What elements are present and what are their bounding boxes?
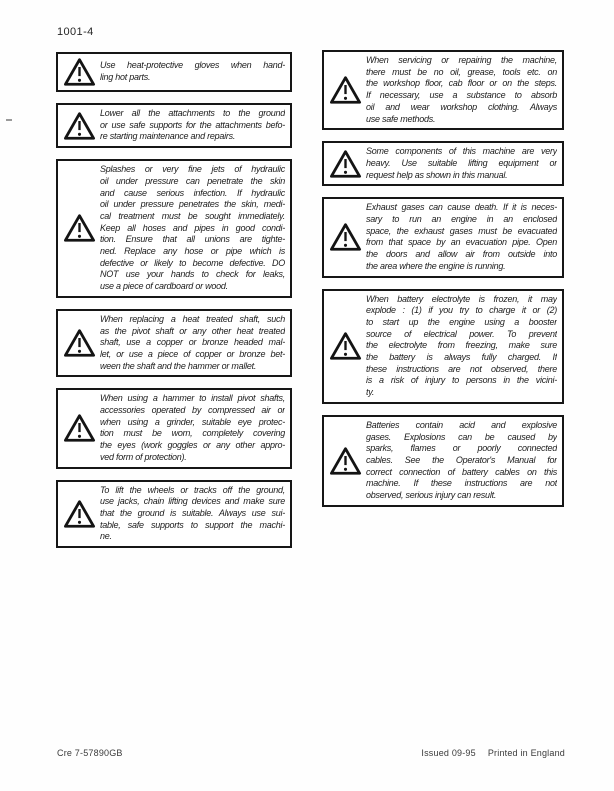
warning-icon-wrap: [58, 213, 100, 243]
warning-icon-wrap: [324, 331, 366, 361]
footer-printed: Printed in England: [487, 748, 565, 758]
warning-triangle-icon: [329, 75, 362, 105]
scan-mark-dash: [6, 119, 12, 121]
warning-icon-wrap: [58, 328, 100, 358]
warning-box-heat-gloves: [56, 52, 292, 92]
footer-document-code: Cre 7-57890GB: [57, 748, 123, 758]
warning-box-exhaust-gases: [322, 197, 564, 277]
warning-triangle-icon: [63, 328, 96, 358]
footer-imprint: [421, 748, 565, 758]
warning-triangle-icon: [63, 413, 96, 443]
warning-triangle-icon: [63, 57, 96, 87]
warning-text: When battery electrolyte is frozen, it may explode : (1) if you try to charge it or (2) to start up the engine using a booster source of electrical power. To prevent the electrolyte from freezing, make sure the battery is always fully charged. If these instructions are not observed, there is a risk of injury to persons in the vicini- ty.: [366, 293, 557, 398]
warning-text: Splashes or very fine jets of hydraulic oil under pressure can penetrate the skin and cause serious infection. If hydraulic oil under pressure penetrates the skin, medi- cal treatment must be sought immediately. Keep all hoses and pipes in good condi- tion. Ensure that all unions are tighte- ned. Replace any hose or pipe which is defective or likely to become defective. DO NOT use your hands to check for leaks, use a piece of cardboard or wood.: [100, 164, 285, 292]
warning-text: When servicing or repairing the machine, there must be no oil, grease, tools etc. on the workshop floor, cab floor or on the steps. If necessary, use a substance to absorb oil and wear workshop clothing. Always use safe methods.: [366, 55, 557, 124]
warning-icon-wrap: [324, 75, 366, 105]
warnings-column-right: [322, 50, 564, 518]
warning-triangle-icon: [329, 149, 362, 179]
warning-triangle-icon: [329, 222, 362, 252]
warning-icon-wrap: [58, 111, 100, 141]
warnings-column-left: [56, 52, 292, 559]
warning-text: When using a hammer to install pivot shafts, accessories operated by compressed air or when using a grinder, suitable eye protec- tion must be worn, completely covering the eyes (work goggles or any other appro- ved form of protection).: [100, 393, 285, 462]
warning-box-battery-frozen: [322, 289, 564, 404]
warning-box-battery-acid: [322, 415, 564, 507]
warning-text: When replacing a heat treated shaft, such as the pivot shaft or any other heat treated shaft, use a copper or bronze headed mal- let, or use a piece of copper or bronze bet- ween the shaft and the hammer or mallet.: [100, 313, 285, 371]
warning-icon-wrap: [58, 499, 100, 529]
warning-text: Exhaust gases can cause death. If it is neces- sary to run an engine in an enclosed space, the exhaust gases must be evacuated from that space by an evacuation pipe. Open the doors and allow air from outside into the area where the engine is running.: [366, 202, 557, 271]
warning-box-lifting-machine: [56, 480, 292, 549]
page-number: 1001-4: [57, 26, 94, 38]
warning-text: Some components of this machine are very heavy. Use suitable lifting equipment or request help as shown in this manual.: [366, 146, 557, 180]
warning-text: Use heat-protective gloves when hand- ling hot parts.: [100, 60, 285, 82]
warning-box-eye-protection: [56, 388, 292, 468]
warning-box-heat-treated-shaft: [56, 309, 292, 378]
warning-text: Lower all the attachments to the ground or use safe supports for the attachments befo- re starting maintenance and repairs.: [100, 108, 285, 142]
warning-icon-wrap: [324, 222, 366, 252]
warning-triangle-icon: [329, 446, 362, 476]
warning-icon-wrap: [58, 413, 100, 443]
warning-text: To lift the wheels or tracks off the ground, use jacks, chain lifting devices and make sure that the ground is suitable. Always use sui- table, safe supports to support the machi- ne.: [100, 484, 285, 542]
warning-box-workshop-cleanliness: [322, 50, 564, 130]
warning-text: Batteries contain acid and explosive gases. Explosions can be caused by sparks, flames or poorly connected cables. See the Operator's Manual for correct connection of battery cables on this machine. If these instructions are not observed, serious injury can result.: [366, 419, 557, 501]
warning-triangle-icon: [329, 331, 362, 361]
warning-box-lower-attachments: [56, 103, 292, 148]
warning-icon-wrap: [324, 149, 366, 179]
warning-box-hydraulic-oil: [56, 159, 292, 298]
warning-triangle-icon: [63, 499, 96, 529]
warning-icon-wrap: [58, 57, 100, 87]
warning-triangle-icon: [63, 213, 96, 243]
footer-issued: Issued 09-95: [421, 748, 476, 758]
warning-icon-wrap: [324, 446, 366, 476]
warning-box-heavy-components: [322, 141, 564, 186]
warning-triangle-icon: [63, 111, 96, 141]
